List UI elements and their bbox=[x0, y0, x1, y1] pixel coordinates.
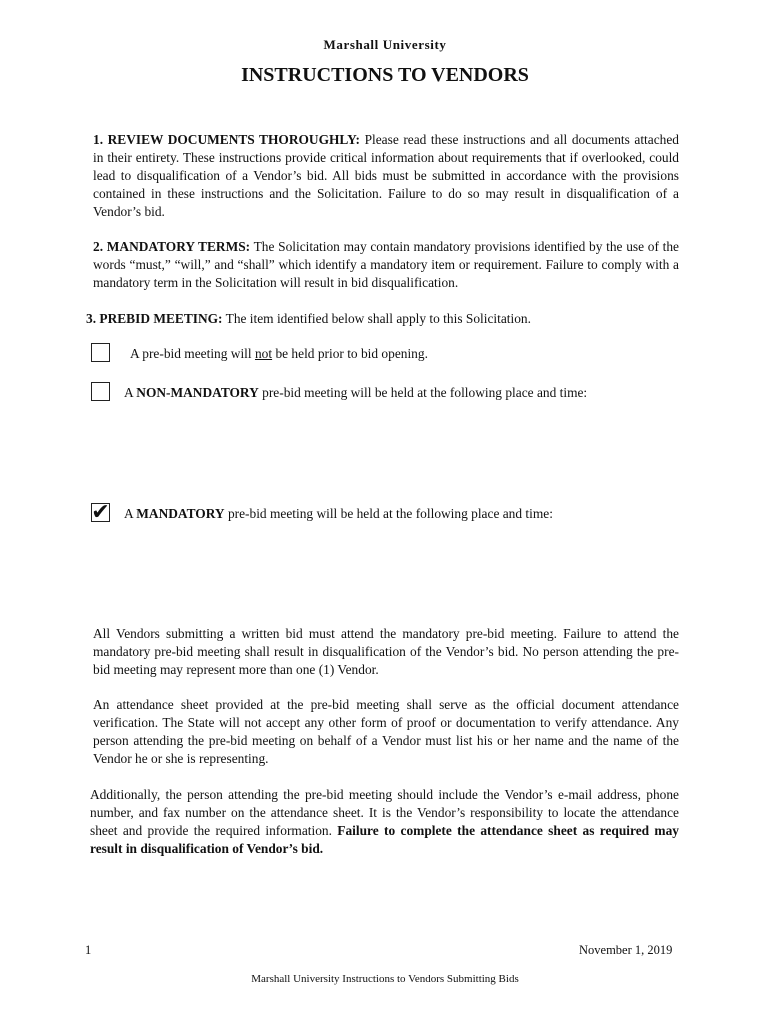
page-title: INSTRUCTIONS TO VENDORS bbox=[241, 64, 529, 86]
checkbox-non-mandatory-prebid[interactable] bbox=[91, 382, 110, 401]
option-non-mandatory-label: A NON-MANDATORY pre-bid meeting will be held at the following place and time: bbox=[124, 385, 588, 400]
bold-warning: Failure to complete the attendance sheet as required may result in disqualification of Vendor’s bid. bbox=[90, 823, 679, 856]
checkbox-no-prebid[interactable] bbox=[91, 343, 110, 362]
paragraph-additionally: Additionally, the person attending the pre-bid meeting should include the Vendor’s e-mail address, phone number, and fax number on the attendance sheet. It is the Vendor’s responsibility to locate the attendance sheet and provide the required information. Failure to complete the attendance sheet as required may result in disqualification of Vendor’s bid. bbox=[90, 787, 679, 856]
section-body: The item identified below shall apply to this Solicitation. bbox=[222, 311, 531, 326]
option-mandatory-label: A MANDATORY pre-bid meeting will be held at the following place and time: bbox=[124, 506, 553, 521]
paragraph-attendance-sheet: An attendance sheet provided at the pre-bid meeting shall serve as the official document attendance verification. The State will not accept any other form of proof or documentation to verify attendance. Any person attending the pre-bid meeting on behalf of a Vendor must list his or her name and the name of the Vendor he or she is representing. bbox=[93, 697, 679, 766]
section-body: The Solicitation may contain mandatory provisions identified by the use of the words “must,” “will,” and “shall” which identify a mandatory item or requirement. Failure to comply with a mandatory term in the Solicitation will result in bid disqualification. bbox=[93, 239, 679, 290]
option-no-prebid-label: A pre-bid meeting will not be held prior to bid opening. bbox=[130, 346, 428, 361]
document-header: Marshall University bbox=[323, 37, 447, 52]
section-mandatory-terms bbox=[93, 238, 679, 292]
paragraph-attendance-required: All Vendors submitting a written bid must attend the mandatory pre-bid meeting. Failure to attend the mandatory pre-bid meeting shall result in disqualification of the Vendor’s bid. No person attending the pre-bid meeting may represent more than one (1) Vendor. bbox=[93, 626, 679, 677]
section-heading: 2. MANDATORY TERMS: bbox=[93, 239, 251, 254]
checkmark-icon: ✔ bbox=[91, 499, 110, 525]
section-prebid-meeting bbox=[86, 310, 686, 328]
underlined-not: not bbox=[254, 346, 273, 361]
section-body: Please read these instructions and all documents attached in their entirety. These instructions provide critical information about requirements that if overlooked, could lead to disqualification of a Vendor’s bid. All bids must be submitted in accordance with the provisions contained in these instructions and the Solicitation. Failure to do so may result in disqualification of a Vendor’s bid. bbox=[93, 132, 680, 219]
checkbox-mandatory-prebid[interactable] bbox=[91, 499, 110, 525]
section-review-documents bbox=[93, 131, 679, 221]
document-date: November 1, 2019 bbox=[579, 943, 673, 957]
page-footer: Marshall University Instructions to Vendors Submitting Bids bbox=[251, 973, 519, 985]
page-number: 1 bbox=[85, 943, 92, 957]
section-heading: 1. REVIEW DOCUMENTS THOROUGHLY: bbox=[93, 132, 361, 147]
section-heading: 3. PREBID MEETING: bbox=[86, 311, 223, 326]
